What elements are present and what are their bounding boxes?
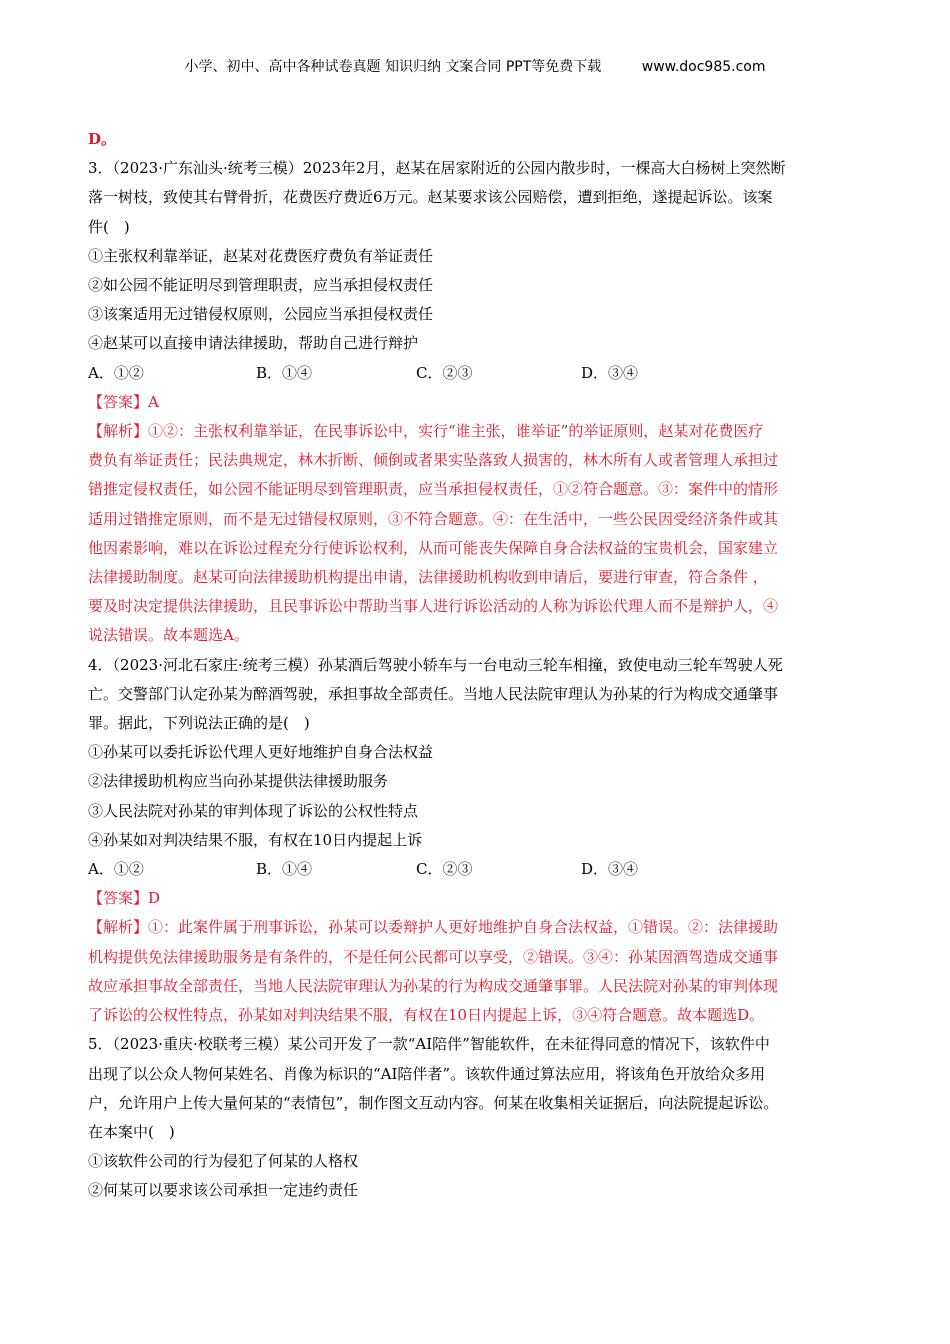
- answer-options: [88, 359, 868, 388]
- document-body: [88, 125, 868, 1206]
- statement-item: ①该软件公司的行为侵犯了何某的人格权: [88, 1152, 359, 1171]
- page-header: [0, 56, 950, 76]
- question-4: [88, 651, 868, 1031]
- option-d: D．③④: [581, 363, 639, 382]
- header-text: 小学、初中、高中各种试卷真题 知识归纳 文案合同 PPT等免费下载: [184, 59, 602, 75]
- option-d: D．③④: [581, 860, 639, 879]
- question-stem-line: 亡。交警部门认定孙某为醉酒驾驶，承担事故全部责任。当地人民法院审理认为孙某的行为构成交通肇事: [88, 684, 779, 703]
- option-c: C．②③: [416, 860, 473, 879]
- analysis-line: 要及时决定提供法律援助，且民事诉讼中帮助当事人进行诉讼活动的人称为诉讼代理人而不是辩护人，④: [88, 597, 779, 616]
- question-stem-line: 落一树枝，致使其右臂骨折，花费医疗费近6万元。赵某要求该公园赔偿，遭到拒绝，遂提起诉讼。该案: [88, 188, 773, 207]
- question-3: [88, 154, 868, 650]
- analysis-line: 错推定侵权责任，如公园不能证明尽到管理职责，应当承担侵权责任，①②符合题意。③：案件中的情形: [88, 480, 779, 499]
- previous-answer-tail: D。: [88, 130, 117, 148]
- option-b: B．①④: [256, 363, 313, 382]
- analysis-line: 【解析】①：此案件属于刑事诉讼，孙某可以委辩护人更好地维护自身合法权益，①错误。②：法律援助: [88, 918, 779, 937]
- question-stem-line: 出现了以公众人物何某姓名、肖像为标识的“AI陪伴者”。该软件通过算法应用，将该角色开放给众多用: [88, 1064, 766, 1083]
- analysis-line: 【解析】①②：主张权利靠举证，在民事诉讼中，实行“谁主张，谁举证”的举证原则，赵某对花费医疗: [88, 422, 764, 441]
- analysis-line: 说法错误。故本题选A。: [88, 626, 249, 645]
- question-stem-line: 户，允许用户上传大量何某的“表情包”，制作图文互动内容。何某在收集相关证据后，向法院提起诉讼。: [88, 1093, 779, 1112]
- answer-label: 【答案】A: [88, 392, 159, 411]
- statement-item: ②如公园不能证明尽到管理职责，应当承担侵权责任: [88, 276, 434, 295]
- statement-item: ④孙某如对判决结果不服，有权在10日内提起上诉: [88, 830, 423, 849]
- statement-item: ①主张权利靠举证，赵某对花费医疗费负有举证责任: [88, 246, 434, 265]
- statement-item: ①孙某可以委托诉讼代理人更好地维护自身合法权益: [88, 743, 434, 762]
- statement-item: ③该案适用无过错侵权原则，公园应当承担侵权责任: [88, 305, 434, 324]
- analysis-line: 机构提供免法律援助服务是有条件的，不是任何公民都可以享受，②错误。③④：孙某因酒驾造成交通事: [88, 947, 779, 966]
- analysis-line: 适用过错推定原则，而不是无过错侵权原则，③不符合题意。④：在生活中，一些公民因受经济条件或其: [88, 509, 779, 528]
- question-5: [88, 1030, 868, 1205]
- analysis-line: 法律援助制度。赵某可向法律援助机构提出申请，法律援助机构收到申请后，要进行审查，符合条件 ，: [88, 568, 768, 587]
- option-a: A．①②: [88, 363, 144, 382]
- statement-item: ③人民法院对孙某的审判体现了诉讼的公权性特点: [88, 801, 419, 820]
- analysis-line: 他因素影响，难以在诉讼过程充分行使诉讼权利，从而可能丧失保障自身合法权益的宝贵机会，国家建立: [88, 538, 779, 557]
- question-stem-line: 4．（2023·河北石家庄·统考三模）孙某酒后驾驶小轿车与一台电动三轮车相撞，致使电动三轮车驾驶人死: [88, 655, 783, 674]
- header-site-link[interactable]: www.doc985.com: [641, 59, 766, 75]
- question-stem-line: 5．（2023·重庆·校联考三模）某公司开发了一款“AI陪伴”智能软件，在未征得同意的情况下，该软件中: [88, 1035, 770, 1054]
- question-stem-line: 件( ): [88, 217, 130, 236]
- statement-item: ②法律援助机构应当向孙某提供法律援助服务: [88, 772, 389, 791]
- question-stem-line: 在本案中( ): [88, 1122, 175, 1141]
- analysis-line: 故应承担事故全部责任，当地人民法院审理认为孙某的行为构成交通肇事罪。人民法院对孙某的审判体现: [88, 976, 779, 995]
- option-b: B．①④: [256, 860, 313, 879]
- answer-label: 【答案】D: [88, 889, 161, 908]
- question-stem-line: 罪。据此，下列说法正确的是( ): [88, 714, 310, 733]
- statement-item: ②何某可以要求该公司承担一定违约责任: [88, 1181, 359, 1200]
- statement-item: ④赵某可以直接申请法律援助，帮助自己进行辩护: [88, 334, 419, 353]
- answer-options: [88, 855, 868, 884]
- option-a: A．①②: [88, 860, 144, 879]
- analysis-line: 费负有举证责任；民法典规定，林木折断、倾倒或者果实坠落致人损害的，林木所有人或者管理人承担过: [88, 451, 779, 470]
- option-c: C．②③: [416, 363, 473, 382]
- question-stem-line: 3．（2023·广东汕头·统考三模）2023年2月，赵某在居家附近的公园内散步时，一棵高大白杨树上突然断: [88, 159, 786, 178]
- analysis-line: 了诉讼的公权性特点，孙某如对判决结果不服，有权在10日内提起上诉，③④符合题意。故本题选D。: [88, 1006, 765, 1025]
